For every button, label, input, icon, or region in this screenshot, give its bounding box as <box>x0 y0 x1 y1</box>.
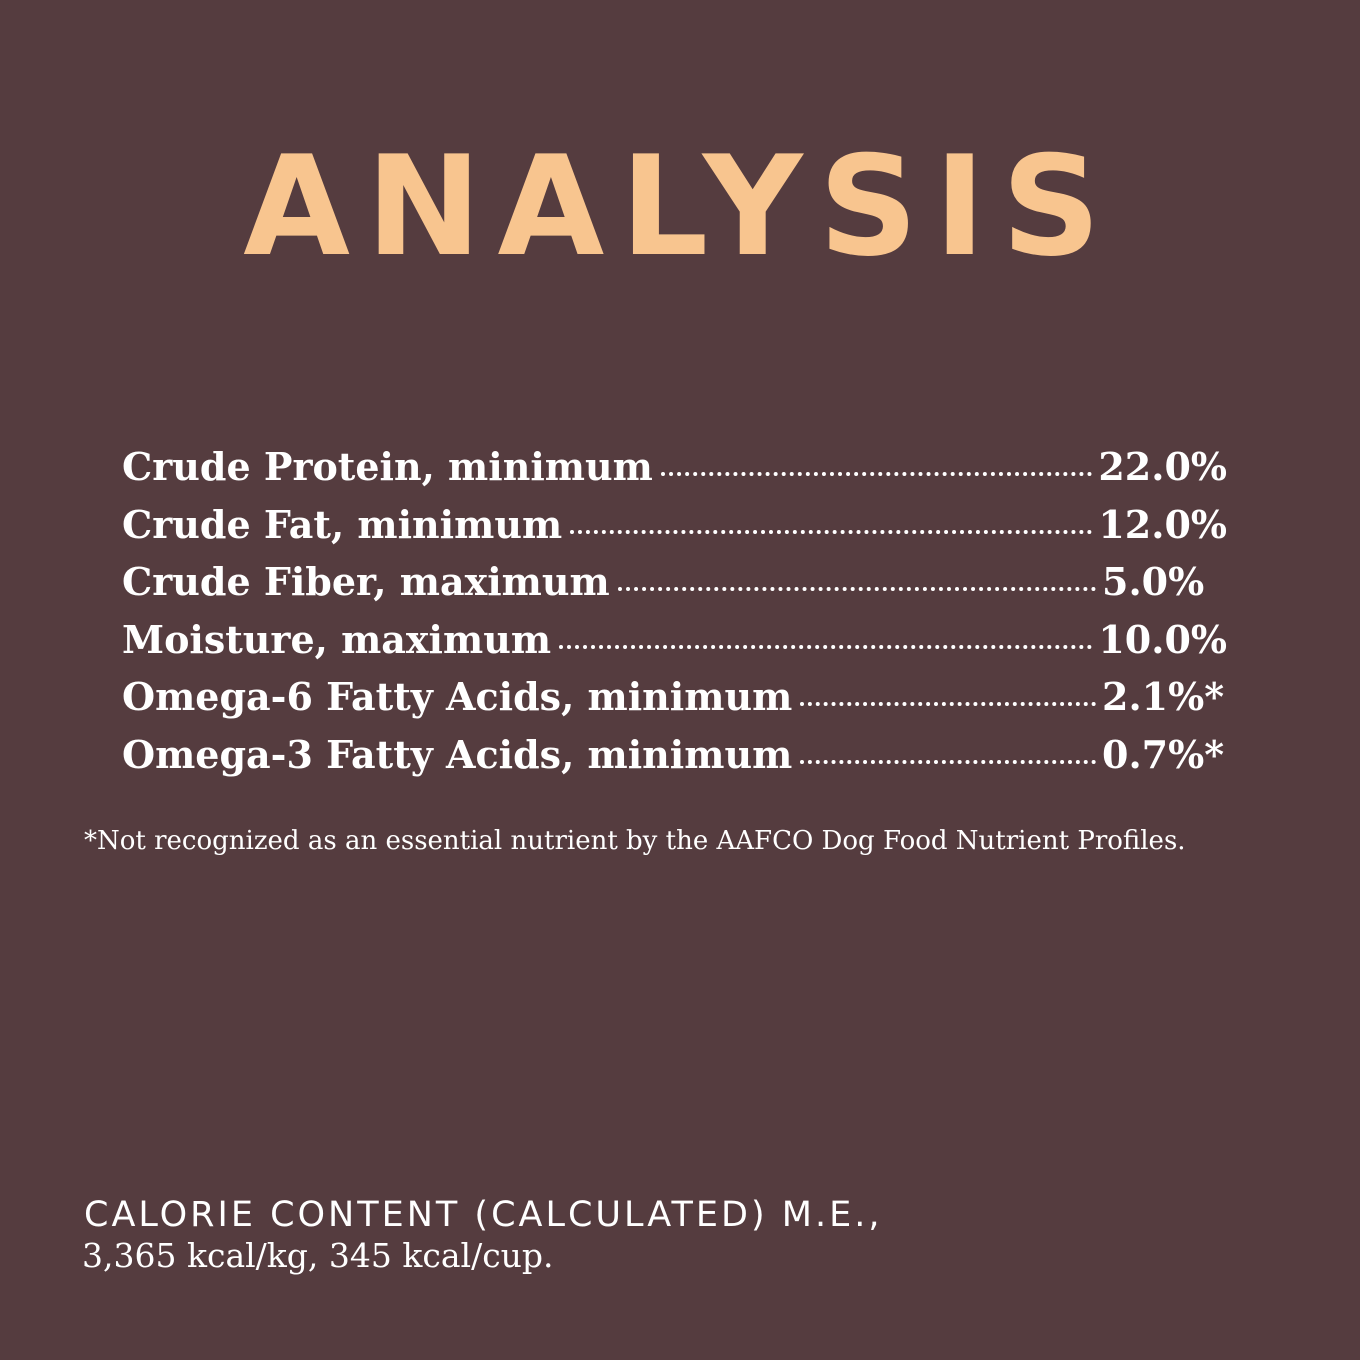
analysis-value: 0.7%* <box>1102 731 1225 777</box>
analysis-row-crude-fiber <box>122 559 1227 617</box>
analysis-row-omega-3 <box>122 732 1227 790</box>
analysis-row-moisture <box>122 617 1227 675</box>
dot-leader <box>800 760 1096 764</box>
dot-leader <box>618 587 1096 591</box>
footnote: *Not recognized as an essential nutrient by the AAFCO Dog Food Nutrient Profiles. <box>84 826 1186 856</box>
dot-leader <box>570 530 1092 534</box>
analysis-row-omega-6 <box>122 674 1227 732</box>
analysis-label: Crude Protein, minimum <box>122 444 653 489</box>
analysis-label: Crude Fat, minimum <box>122 501 563 547</box>
dot-leader <box>559 645 1092 649</box>
analysis-label: Omega-3 Fatty Acids, minimum <box>122 731 793 777</box>
analysis-value: 22.0% <box>1098 444 1227 489</box>
analysis-label: Omega-6 Fatty Acids, minimum <box>122 674 793 720</box>
page-title: ANALYSIS <box>243 126 1117 287</box>
analysis-row-crude-protein <box>122 444 1227 502</box>
dot-leader <box>661 472 1093 476</box>
analysis-value: 12.0% <box>1098 501 1227 547</box>
analysis-label: Crude Fiber, maximum <box>122 559 610 605</box>
guaranteed-analysis-table <box>122 444 1227 790</box>
analysis-value: 2.1%* <box>1102 674 1225 720</box>
analysis-row-crude-fat <box>122 502 1227 560</box>
dot-leader <box>800 702 1096 706</box>
analysis-value: 10.0% <box>1098 616 1227 662</box>
calorie-content-heading: CALORIE CONTENT (CALCULATED) M.E., <box>84 1195 883 1235</box>
calorie-content-values: 3,365 kcal/kg, 345 kcal/cup. <box>82 1236 554 1275</box>
analysis-label: Moisture, maximum <box>122 616 552 662</box>
analysis-value: 5.0% <box>1102 559 1205 605</box>
